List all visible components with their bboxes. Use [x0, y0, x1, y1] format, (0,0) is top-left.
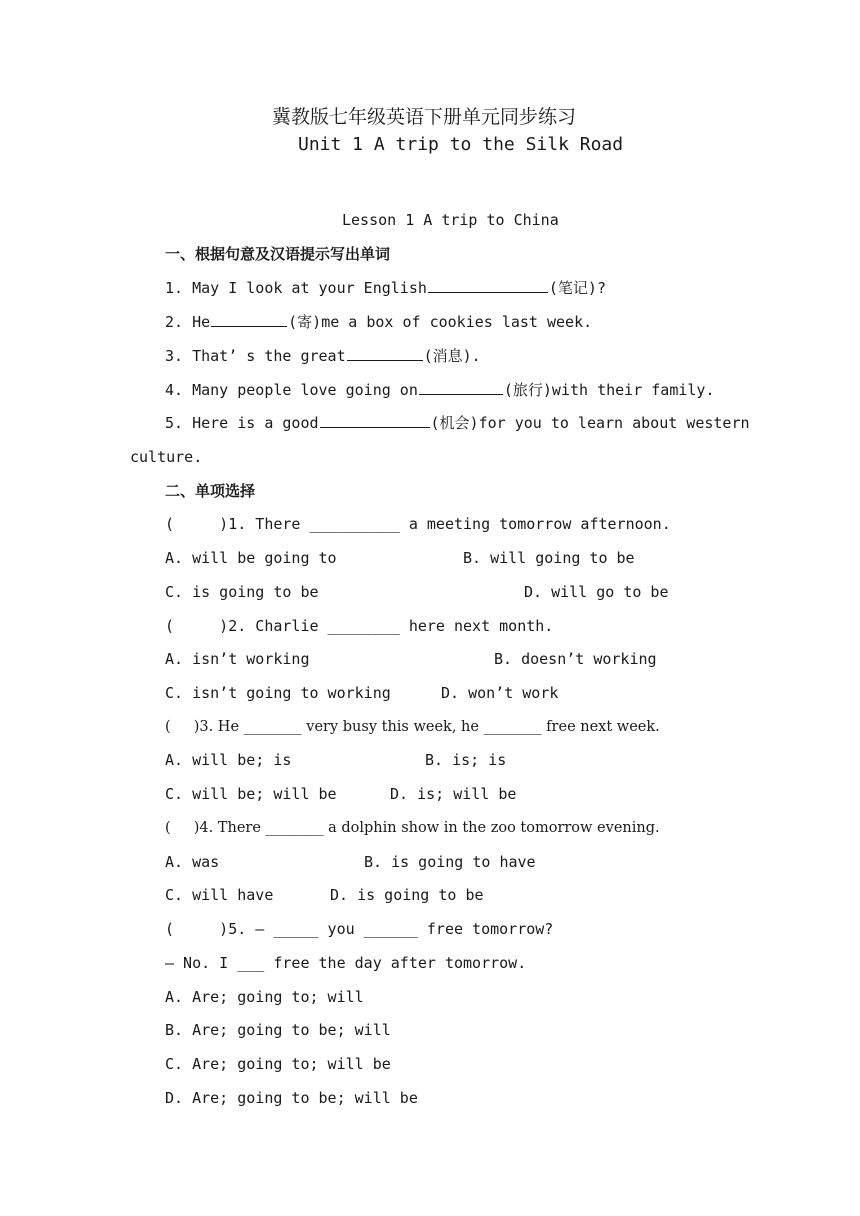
- question-5-option-b: B. Are; going to be; will: [165, 1021, 391, 1039]
- question-4-option-c: C. will have: [165, 886, 274, 904]
- item-hint: (旅行)with their family.: [503, 381, 715, 399]
- question-2-stem: ( )2. Charlie ________ here next month.: [165, 617, 554, 635]
- question-1-option-a: A. will be going to: [165, 549, 337, 567]
- question-4-stem: ( )4. There ________ a dolphin show in the zoo tomorrow evening.: [165, 820, 660, 836]
- answer-blank[interactable]: [419, 380, 503, 395]
- lesson-title: Lesson 1 A trip to China: [342, 211, 559, 229]
- item-text: 2. He: [165, 313, 211, 331]
- question-4-option-b: B. is going to have: [364, 853, 536, 871]
- question-5-option-a: A. Are; going to; will: [165, 988, 364, 1006]
- item-hint: (寄)me a box of cookies last week.: [288, 313, 593, 331]
- section-heading-multiple-choice: 二、单项选择: [165, 482, 256, 500]
- question-2-option-b: B. doesn’t working: [494, 650, 657, 668]
- question-2-option-c: C. isn’t going to working: [165, 684, 391, 702]
- question-5-option-c: C. Are; going to; will be: [165, 1055, 391, 1073]
- question-2-option-d: D. won’t work: [441, 684, 559, 702]
- item-text: 1. May I look at your English: [165, 279, 427, 297]
- question-2-option-a: A. isn’t working: [165, 650, 310, 668]
- item-text: 4. Many people love going on: [165, 381, 418, 399]
- fill-item-5-continued: culture.: [130, 448, 203, 466]
- item-hint: (笔记)?: [548, 279, 606, 297]
- question-5-stem: ( )5. — _____ you ______ free tomorrow?: [165, 920, 554, 938]
- question-3-option-b: B. is; is: [425, 751, 507, 769]
- fill-item-1: [165, 278, 606, 298]
- question-3-option-c: C. will be; will be: [165, 785, 337, 803]
- question-3-stem: ( )3. He ________ very busy this week, he ________ free next week.: [165, 719, 660, 735]
- answer-blank[interactable]: [347, 346, 423, 361]
- unit-title: Unit 1 A trip to the Silk Road: [298, 134, 624, 155]
- question-4-option-a: A. was: [165, 853, 220, 871]
- question-5-option-d: D. Are; going to be; will be: [165, 1089, 418, 1107]
- fill-item-2: [165, 312, 592, 332]
- question-3-option-a: A. will be; is: [165, 751, 292, 769]
- fill-item-3: [165, 346, 481, 366]
- question-1-option-d: D. will go to be: [524, 583, 669, 601]
- answer-blank[interactable]: [211, 312, 287, 327]
- answer-blank[interactable]: [428, 278, 548, 293]
- question-1-option-b: B. will going to be: [463, 549, 635, 567]
- fill-item-4: [165, 380, 715, 400]
- item-text: 5. Here is a good: [165, 414, 319, 432]
- item-text: 3. That’ s the great: [165, 347, 346, 365]
- question-1-option-c: C. is going to be: [165, 583, 319, 601]
- fill-item-5: [165, 413, 750, 433]
- question-5-stem-reply: — No. I ___ free the day after tomorrow.: [165, 954, 527, 972]
- page-title: 冀教版七年级英语下册单元同步练习: [272, 106, 577, 128]
- section-heading-fill-in: 一、根据句意及汉语提示写出单词: [165, 245, 391, 263]
- item-hint: (机会)for you to learn about western: [430, 414, 750, 432]
- question-1-stem: ( )1. There __________ a meeting tomorrow afternoon.: [165, 515, 671, 533]
- answer-blank[interactable]: [320, 413, 430, 428]
- question-3-option-d: D. is; will be: [390, 785, 517, 803]
- question-4-option-d: D. is going to be: [330, 886, 484, 904]
- item-hint: (消息).: [423, 347, 481, 365]
